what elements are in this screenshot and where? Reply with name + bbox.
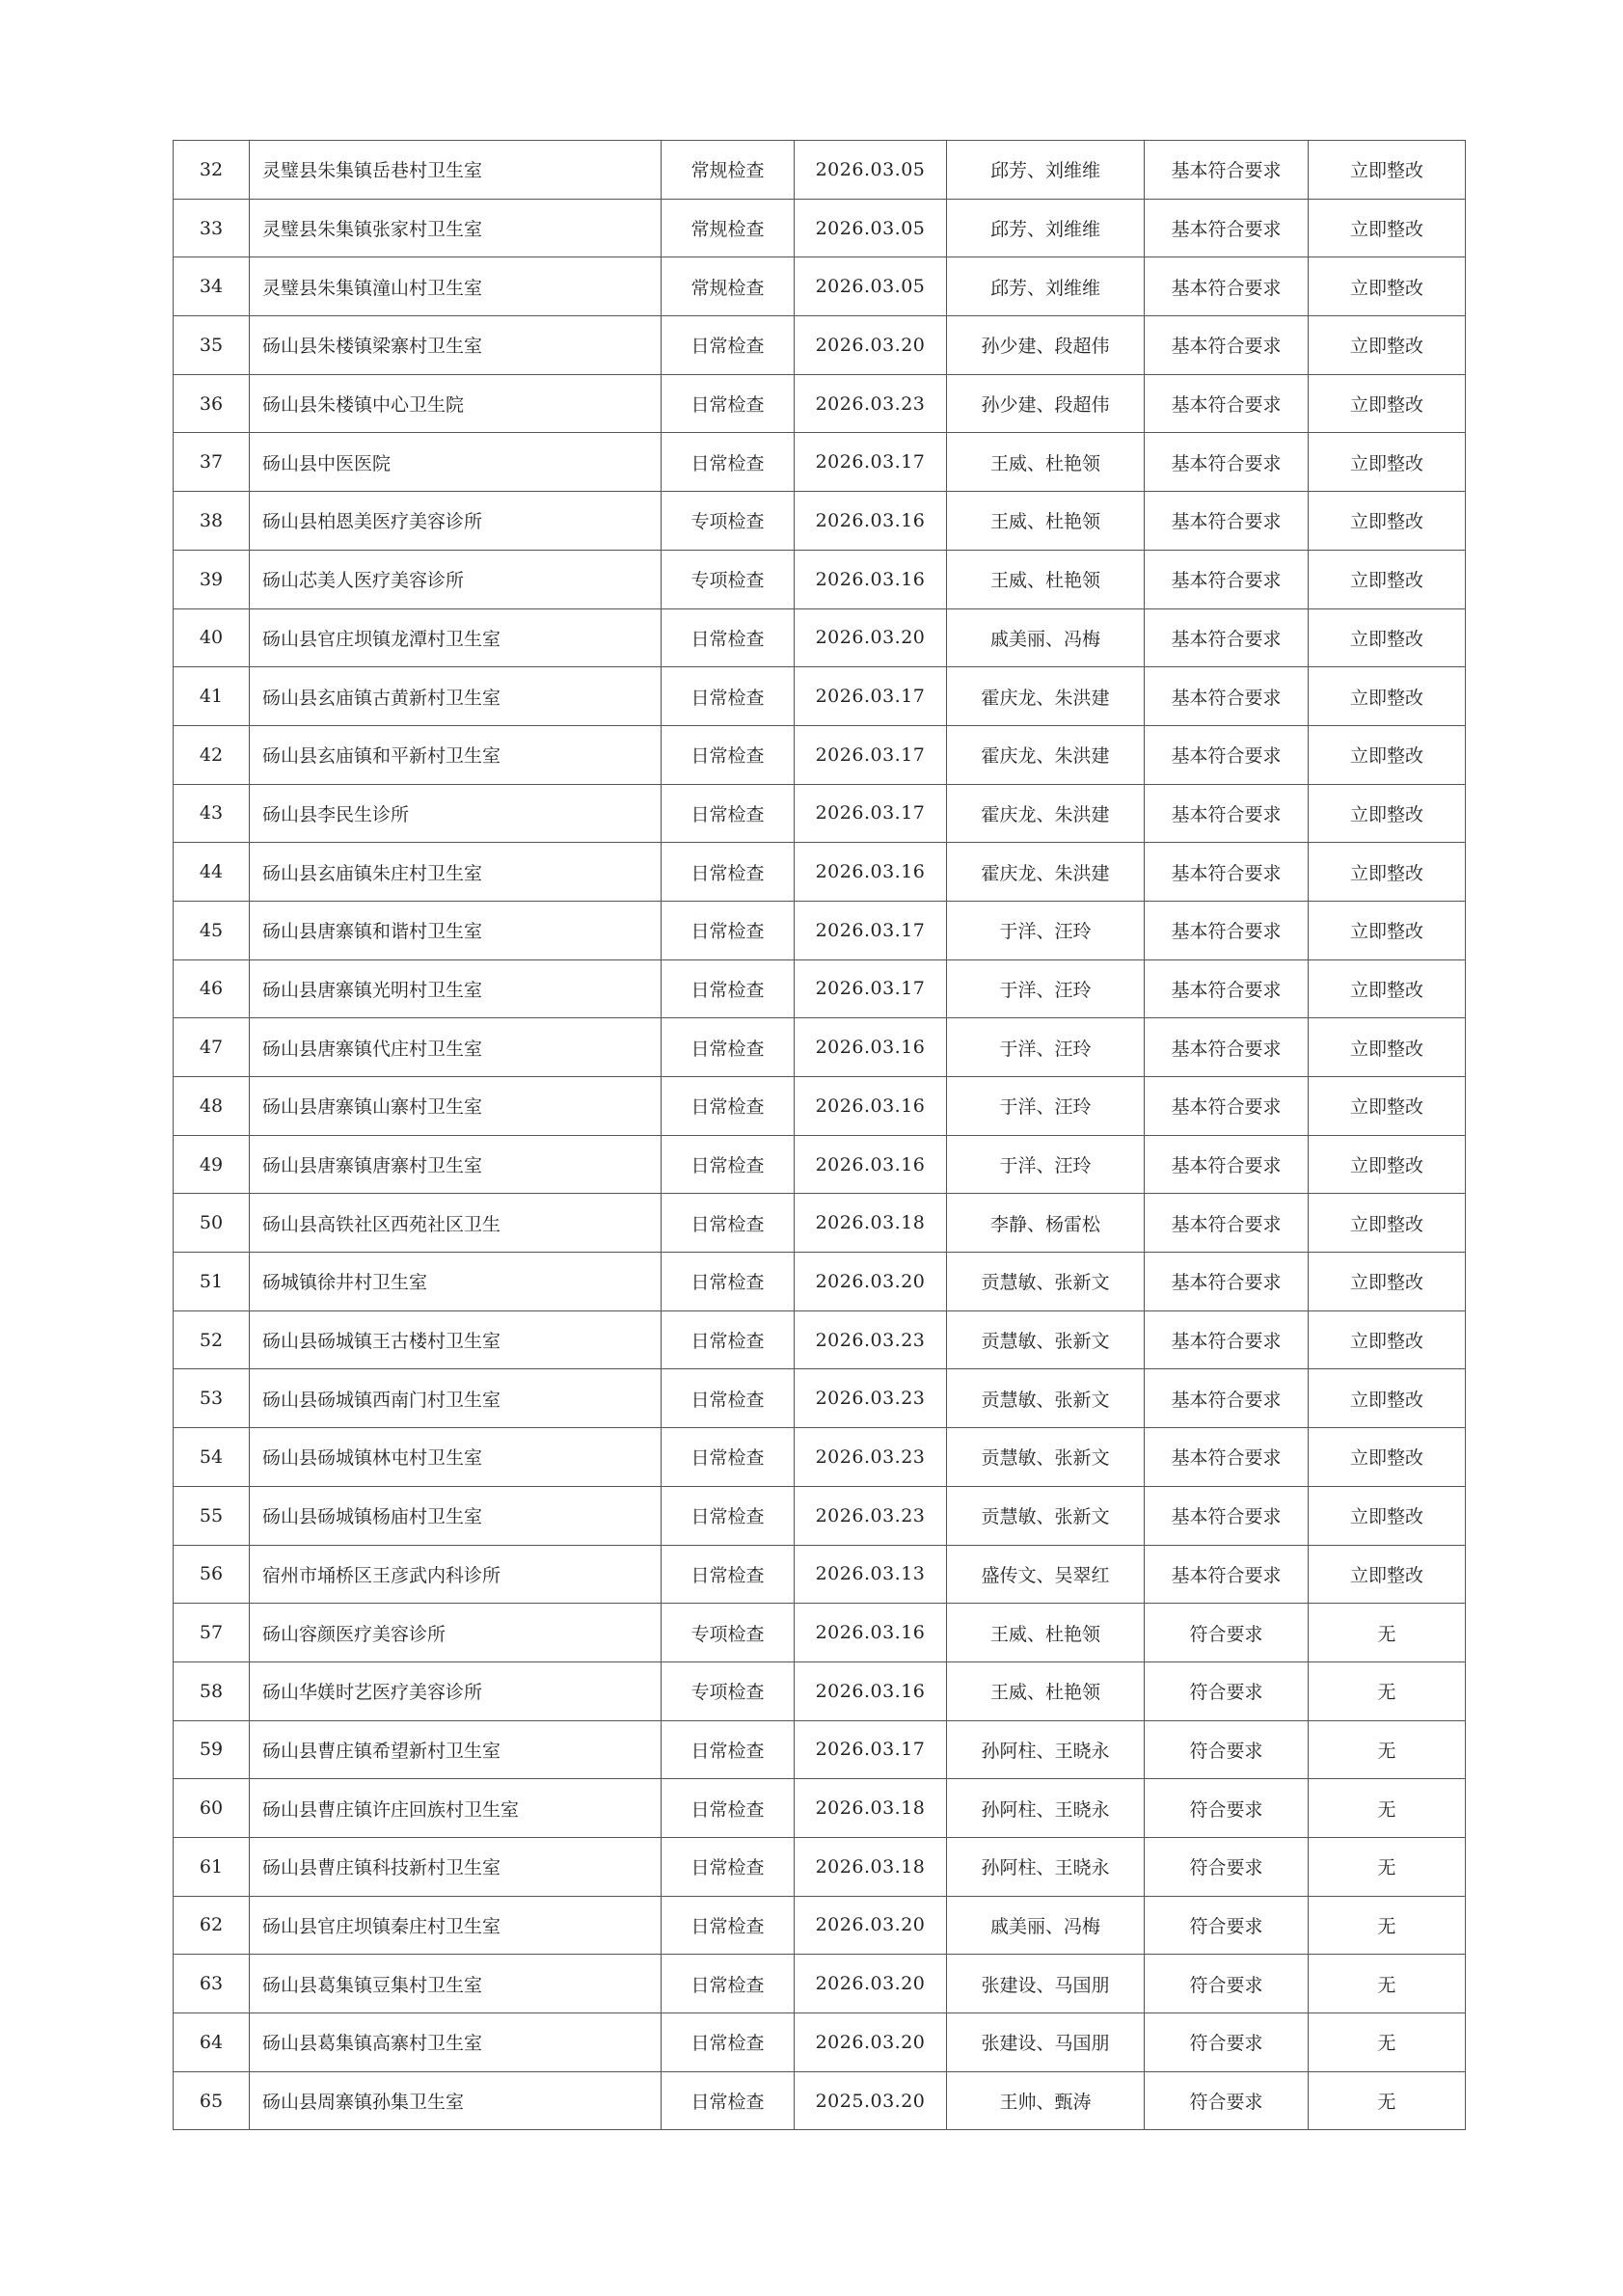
table-row	[174, 1194, 1466, 1253]
inspectors-cell: 王威、杜艳领	[947, 1604, 1145, 1662]
inspection-type-cell: 专项检查	[662, 550, 795, 608]
inspectors-cell: 王威、杜艳领	[947, 433, 1145, 492]
inspection-type-cell: 日常检查	[662, 1310, 795, 1369]
inspection-date-cell: 2026.03.13	[795, 1545, 947, 1604]
institution-name-cell: 砀山县砀城镇王古楼村卫生室	[250, 1310, 662, 1369]
row-number-cell: 54	[174, 1428, 250, 1487]
table-row	[174, 667, 1466, 726]
inspection-type-cell: 日常检查	[662, 1369, 795, 1428]
inspection-type-cell: 日常检查	[662, 1486, 795, 1545]
inspection-type-cell: 日常检查	[662, 1545, 795, 1604]
table-row	[174, 784, 1466, 843]
row-number-cell: 59	[174, 1720, 250, 1779]
table-row	[174, 1720, 1466, 1779]
inspection-type-cell: 日常检查	[662, 1428, 795, 1487]
inspection-type-cell: 专项检查	[662, 1661, 795, 1720]
table-row	[174, 374, 1466, 433]
inspection-type-cell: 日常检查	[662, 667, 795, 726]
inspection-result-cell: 符合要求	[1145, 1720, 1309, 1779]
inspection-type-cell: 专项检查	[662, 1604, 795, 1662]
inspection-type-cell: 日常检查	[662, 2013, 795, 2072]
inspection-type-cell: 日常检查	[662, 1253, 795, 1311]
row-number-cell: 39	[174, 550, 250, 608]
institution-name-cell: 砀山华媄时艺医疗美容诊所	[250, 1661, 662, 1720]
institution-name-cell: 砀山芯美人医疗美容诊所	[250, 550, 662, 608]
rectification-action-cell: 无	[1309, 1779, 1466, 1838]
inspection-date-cell: 2026.03.05	[795, 141, 947, 200]
inspection-result-cell: 符合要求	[1145, 1604, 1309, 1662]
institution-name-cell: 砀山县唐寨镇和谐村卫生室	[250, 901, 662, 959]
table-row	[174, 2013, 1466, 2072]
rectification-action-cell: 立即整改	[1309, 1253, 1466, 1311]
institution-name-cell: 砀山县砀城镇杨庙村卫生室	[250, 1486, 662, 1545]
inspection-result-cell: 符合要求	[1145, 2071, 1309, 2130]
inspectors-cell: 贡慧敏、张新文	[947, 1253, 1145, 1311]
institution-name-cell: 砀山县玄庙镇朱庄村卫生室	[250, 843, 662, 902]
row-number-cell: 48	[174, 1077, 250, 1136]
row-number-cell: 52	[174, 1310, 250, 1369]
inspection-date-cell: 2026.03.16	[795, 1135, 947, 1194]
inspection-type-cell: 日常检查	[662, 374, 795, 433]
inspectors-cell: 戚美丽、冯梅	[947, 608, 1145, 667]
row-number-cell: 43	[174, 784, 250, 843]
inspection-date-cell: 2026.03.23	[795, 374, 947, 433]
institution-name-cell: 砀山县朱楼镇中心卫生院	[250, 374, 662, 433]
inspection-result-cell: 基本符合要求	[1145, 725, 1309, 784]
rectification-action-cell: 无	[1309, 1661, 1466, 1720]
inspection-type-cell: 日常检查	[662, 1077, 795, 1136]
inspection-result-cell: 基本符合要求	[1145, 667, 1309, 726]
row-number-cell: 60	[174, 1779, 250, 1838]
inspection-date-cell: 2026.03.23	[795, 1428, 947, 1487]
rectification-action-cell: 立即整改	[1309, 959, 1466, 1018]
inspection-date-cell: 2026.03.20	[795, 1253, 947, 1311]
rectification-action-cell: 立即整改	[1309, 1310, 1466, 1369]
table-row	[174, 1837, 1466, 1896]
inspection-result-cell: 符合要求	[1145, 1955, 1309, 2013]
rectification-action-cell: 立即整改	[1309, 1486, 1466, 1545]
inspection-result-cell: 基本符合要求	[1145, 1428, 1309, 1487]
rectification-action-cell: 立即整改	[1309, 1369, 1466, 1428]
institution-name-cell: 砀山县玄庙镇古黄新村卫生室	[250, 667, 662, 726]
row-number-cell: 41	[174, 667, 250, 726]
institution-name-cell: 砀山县官庄坝镇龙潭村卫生室	[250, 608, 662, 667]
row-number-cell: 38	[174, 492, 250, 551]
institution-name-cell: 砀山县唐寨镇唐寨村卫生室	[250, 1135, 662, 1194]
inspection-date-cell: 2026.03.16	[795, 1077, 947, 1136]
row-number-cell: 37	[174, 433, 250, 492]
rectification-action-cell: 立即整改	[1309, 901, 1466, 959]
row-number-cell: 57	[174, 1604, 250, 1662]
inspectors-cell: 孙少建、段超伟	[947, 374, 1145, 433]
table-row	[174, 1604, 1466, 1662]
row-number-cell: 45	[174, 901, 250, 959]
table-row	[174, 492, 1466, 551]
institution-name-cell: 砀山县唐寨镇山寨村卫生室	[250, 1077, 662, 1136]
inspection-type-cell: 日常检查	[662, 1018, 795, 1077]
rectification-action-cell: 立即整改	[1309, 1545, 1466, 1604]
inspection-result-cell: 符合要求	[1145, 2013, 1309, 2072]
institution-name-cell: 砀城镇徐井村卫生室	[250, 1253, 662, 1311]
row-number-cell: 32	[174, 141, 250, 200]
inspectors-cell: 霍庆龙、朱洪建	[947, 725, 1145, 784]
table-row	[174, 141, 1466, 200]
inspectors-cell: 孙阿柱、王晓永	[947, 1779, 1145, 1838]
institution-name-cell: 砀山县砀城镇林屯村卫生室	[250, 1428, 662, 1487]
inspection-table	[173, 140, 1466, 2130]
rectification-action-cell: 立即整改	[1309, 1018, 1466, 1077]
institution-name-cell: 砀山县玄庙镇和平新村卫生室	[250, 725, 662, 784]
institution-name-cell: 灵璧县朱集镇潼山村卫生室	[250, 257, 662, 316]
inspection-date-cell: 2026.03.16	[795, 1018, 947, 1077]
row-number-cell: 65	[174, 2071, 250, 2130]
inspection-date-cell: 2026.03.16	[795, 550, 947, 608]
rectification-action-cell: 立即整改	[1309, 141, 1466, 200]
inspection-type-cell: 日常检查	[662, 1955, 795, 2013]
inspection-result-cell: 符合要求	[1145, 1661, 1309, 1720]
institution-name-cell: 宿州市埇桥区王彦武内科诊所	[250, 1545, 662, 1604]
institution-name-cell: 砀山县官庄坝镇秦庄村卫生室	[250, 1896, 662, 1955]
inspectors-cell: 李静、杨雷松	[947, 1194, 1145, 1253]
inspection-date-cell: 2026.03.20	[795, 2013, 947, 2072]
rectification-action-cell: 无	[1309, 2013, 1466, 2072]
inspection-type-cell: 日常检查	[662, 725, 795, 784]
row-number-cell: 50	[174, 1194, 250, 1253]
inspection-date-cell: 2026.03.17	[795, 433, 947, 492]
row-number-cell: 61	[174, 1837, 250, 1896]
table-row	[174, 1545, 1466, 1604]
inspection-date-cell: 2026.03.16	[795, 1604, 947, 1662]
rectification-action-cell: 立即整改	[1309, 433, 1466, 492]
rectification-action-cell: 立即整改	[1309, 843, 1466, 902]
inspectors-cell: 贡慧敏、张新文	[947, 1428, 1145, 1487]
inspection-result-cell: 基本符合要求	[1145, 257, 1309, 316]
inspection-type-cell: 日常检查	[662, 1720, 795, 1779]
inspection-date-cell: 2026.03.23	[795, 1310, 947, 1369]
inspection-result-cell: 基本符合要求	[1145, 1486, 1309, 1545]
table-row	[174, 725, 1466, 784]
inspection-result-cell: 基本符合要求	[1145, 1077, 1309, 1136]
inspection-type-cell: 日常检查	[662, 1896, 795, 1955]
table-row	[174, 1369, 1466, 1428]
institution-name-cell: 砀山县曹庄镇希望新村卫生室	[250, 1720, 662, 1779]
inspection-type-cell: 日常检查	[662, 1194, 795, 1253]
inspection-type-cell: 日常检查	[662, 843, 795, 902]
table-row	[174, 550, 1466, 608]
institution-name-cell: 砀山容颜医疗美容诊所	[250, 1604, 662, 1662]
rectification-action-cell: 立即整改	[1309, 550, 1466, 608]
inspection-date-cell: 2025.03.20	[795, 2071, 947, 2130]
inspection-date-cell: 2026.03.17	[795, 959, 947, 1018]
institution-name-cell: 砀山县唐寨镇代庄村卫生室	[250, 1018, 662, 1077]
inspection-result-cell: 基本符合要求	[1145, 843, 1309, 902]
table-row	[174, 1779, 1466, 1838]
institution-name-cell: 砀山县高铁社区西苑社区卫生	[250, 1194, 662, 1253]
inspection-result-cell: 基本符合要求	[1145, 1545, 1309, 1604]
institution-name-cell: 灵璧县朱集镇张家村卫生室	[250, 199, 662, 257]
inspection-type-cell: 专项检查	[662, 492, 795, 551]
rectification-action-cell: 立即整改	[1309, 374, 1466, 433]
inspectors-cell: 王威、杜艳领	[947, 1661, 1145, 1720]
table-row	[174, 433, 1466, 492]
inspection-result-cell: 基本符合要求	[1145, 141, 1309, 200]
inspection-result-cell: 基本符合要求	[1145, 1018, 1309, 1077]
inspection-date-cell: 2026.03.16	[795, 1661, 947, 1720]
row-number-cell: 42	[174, 725, 250, 784]
inspection-result-cell: 基本符合要求	[1145, 1310, 1309, 1369]
inspection-type-cell: 日常检查	[662, 901, 795, 959]
inspection-type-cell: 日常检查	[662, 784, 795, 843]
inspection-date-cell: 2026.03.18	[795, 1779, 947, 1838]
inspectors-cell: 贡慧敏、张新文	[947, 1486, 1145, 1545]
inspection-table-page	[173, 140, 1465, 2130]
table-row	[174, 901, 1466, 959]
row-number-cell: 56	[174, 1545, 250, 1604]
institution-name-cell: 砀山县曹庄镇许庄回族村卫生室	[250, 1779, 662, 1838]
table-row	[174, 1077, 1466, 1136]
row-number-cell: 49	[174, 1135, 250, 1194]
inspection-date-cell: 2026.03.17	[795, 725, 947, 784]
inspection-result-cell: 基本符合要求	[1145, 199, 1309, 257]
inspectors-cell: 王威、杜艳领	[947, 550, 1145, 608]
inspection-result-cell: 基本符合要求	[1145, 1369, 1309, 1428]
inspection-type-cell: 日常检查	[662, 433, 795, 492]
inspectors-cell: 孙阿柱、王晓永	[947, 1720, 1145, 1779]
rectification-action-cell: 立即整改	[1309, 1077, 1466, 1136]
inspection-type-cell: 日常检查	[662, 2071, 795, 2130]
inspection-result-cell: 基本符合要求	[1145, 1135, 1309, 1194]
table-row	[174, 1428, 1466, 1487]
institution-name-cell: 砀山县曹庄镇科技新村卫生室	[250, 1837, 662, 1896]
inspection-type-cell: 日常检查	[662, 1837, 795, 1896]
inspection-result-cell: 基本符合要求	[1145, 959, 1309, 1018]
rectification-action-cell: 无	[1309, 1955, 1466, 2013]
inspection-result-cell: 基本符合要求	[1145, 901, 1309, 959]
rectification-action-cell: 立即整改	[1309, 667, 1466, 726]
inspection-date-cell: 2026.03.23	[795, 1369, 947, 1428]
rectification-action-cell: 立即整改	[1309, 257, 1466, 316]
inspection-date-cell: 2026.03.20	[795, 1955, 947, 2013]
inspection-result-cell: 基本符合要求	[1145, 316, 1309, 375]
inspection-result-cell: 符合要求	[1145, 1779, 1309, 1838]
rectification-action-cell: 无	[1309, 1604, 1466, 1662]
rectification-action-cell: 无	[1309, 2071, 1466, 2130]
institution-name-cell: 砀山县唐寨镇光明村卫生室	[250, 959, 662, 1018]
table-row	[174, 1661, 1466, 1720]
inspectors-cell: 戚美丽、冯梅	[947, 1896, 1145, 1955]
institution-name-cell: 砀山县周寨镇孙集卫生室	[250, 2071, 662, 2130]
inspectors-cell: 张建设、马国朋	[947, 2013, 1145, 2072]
rectification-action-cell: 立即整改	[1309, 316, 1466, 375]
institution-name-cell: 砀山县朱楼镇梁寨村卫生室	[250, 316, 662, 375]
table-row	[174, 1253, 1466, 1311]
inspection-type-cell: 常规检查	[662, 199, 795, 257]
row-number-cell: 40	[174, 608, 250, 667]
table-row	[174, 959, 1466, 1018]
inspection-type-cell: 日常检查	[662, 1779, 795, 1838]
inspection-date-cell: 2026.03.17	[795, 901, 947, 959]
inspection-date-cell: 2026.03.23	[795, 1486, 947, 1545]
inspectors-cell: 于洋、汪玲	[947, 1135, 1145, 1194]
row-number-cell: 35	[174, 316, 250, 375]
row-number-cell: 55	[174, 1486, 250, 1545]
institution-name-cell: 砀山县柏恩美医疗美容诊所	[250, 492, 662, 551]
inspection-date-cell: 2026.03.17	[795, 784, 947, 843]
rectification-action-cell: 立即整改	[1309, 492, 1466, 551]
table-row	[174, 257, 1466, 316]
inspectors-cell: 于洋、汪玲	[947, 1077, 1145, 1136]
inspectors-cell: 王威、杜艳领	[947, 492, 1145, 551]
inspection-result-cell: 基本符合要求	[1145, 1253, 1309, 1311]
inspection-result-cell: 基本符合要求	[1145, 1194, 1309, 1253]
inspection-result-cell: 基本符合要求	[1145, 492, 1309, 551]
rectification-action-cell: 立即整改	[1309, 1194, 1466, 1253]
institution-name-cell: 灵璧县朱集镇岳巷村卫生室	[250, 141, 662, 200]
row-number-cell: 33	[174, 199, 250, 257]
inspection-type-cell: 常规检查	[662, 257, 795, 316]
inspection-type-cell: 日常检查	[662, 959, 795, 1018]
row-number-cell: 62	[174, 1896, 250, 1955]
institution-name-cell: 砀山县中医医院	[250, 433, 662, 492]
table-row	[174, 1135, 1466, 1194]
inspectors-cell: 邱芳、刘维维	[947, 141, 1145, 200]
inspection-date-cell: 2026.03.05	[795, 257, 947, 316]
inspectors-cell: 孙阿柱、王晓永	[947, 1837, 1145, 1896]
rectification-action-cell: 立即整改	[1309, 725, 1466, 784]
rectification-action-cell: 立即整改	[1309, 1428, 1466, 1487]
table-row	[174, 1955, 1466, 2013]
institution-name-cell: 砀山县李民生诊所	[250, 784, 662, 843]
row-number-cell: 47	[174, 1018, 250, 1077]
inspectors-cell: 邱芳、刘维维	[947, 199, 1145, 257]
inspectors-cell: 孙少建、段超伟	[947, 316, 1145, 375]
inspection-date-cell: 2026.03.20	[795, 1896, 947, 1955]
inspectors-cell: 霍庆龙、朱洪建	[947, 843, 1145, 902]
table-row	[174, 843, 1466, 902]
inspection-type-cell: 日常检查	[662, 316, 795, 375]
row-number-cell: 53	[174, 1369, 250, 1428]
inspection-date-cell: 2026.03.18	[795, 1837, 947, 1896]
table-row	[174, 1896, 1466, 1955]
inspection-date-cell: 2026.03.17	[795, 1720, 947, 1779]
rectification-action-cell: 立即整改	[1309, 1135, 1466, 1194]
row-number-cell: 58	[174, 1661, 250, 1720]
rectification-action-cell: 立即整改	[1309, 199, 1466, 257]
row-number-cell: 44	[174, 843, 250, 902]
table-row	[174, 1486, 1466, 1545]
inspectors-cell: 邱芳、刘维维	[947, 257, 1145, 316]
inspection-result-cell: 基本符合要求	[1145, 550, 1309, 608]
inspection-type-cell: 日常检查	[662, 608, 795, 667]
rectification-action-cell: 无	[1309, 1837, 1466, 1896]
table-row	[174, 1018, 1466, 1077]
inspectors-cell: 霍庆龙、朱洪建	[947, 667, 1145, 726]
inspection-result-cell: 基本符合要求	[1145, 433, 1309, 492]
inspection-date-cell: 2026.03.18	[795, 1194, 947, 1253]
inspection-type-cell: 日常检查	[662, 1135, 795, 1194]
inspection-result-cell: 基本符合要求	[1145, 608, 1309, 667]
table-row	[174, 199, 1466, 257]
inspectors-cell: 张建设、马国朋	[947, 1955, 1145, 2013]
inspection-type-cell: 常规检查	[662, 141, 795, 200]
inspection-result-cell: 符合要求	[1145, 1896, 1309, 1955]
table-row	[174, 316, 1466, 375]
inspection-result-cell: 基本符合要求	[1145, 784, 1309, 843]
institution-name-cell: 砀山县葛集镇高寨村卫生室	[250, 2013, 662, 2072]
table-row	[174, 2071, 1466, 2130]
inspection-date-cell: 2026.03.05	[795, 199, 947, 257]
table-row	[174, 1310, 1466, 1369]
row-number-cell: 64	[174, 2013, 250, 2072]
inspectors-cell: 霍庆龙、朱洪建	[947, 784, 1145, 843]
rectification-action-cell: 无	[1309, 1896, 1466, 1955]
row-number-cell: 63	[174, 1955, 250, 2013]
inspection-result-cell: 基本符合要求	[1145, 374, 1309, 433]
row-number-cell: 51	[174, 1253, 250, 1311]
row-number-cell: 34	[174, 257, 250, 316]
rectification-action-cell: 立即整改	[1309, 784, 1466, 843]
inspection-result-cell: 符合要求	[1145, 1837, 1309, 1896]
institution-name-cell: 砀山县砀城镇西南门村卫生室	[250, 1369, 662, 1428]
inspection-date-cell: 2026.03.16	[795, 492, 947, 551]
inspectors-cell: 贡慧敏、张新文	[947, 1369, 1145, 1428]
row-number-cell: 46	[174, 959, 250, 1018]
inspectors-cell: 于洋、汪玲	[947, 1018, 1145, 1077]
rectification-action-cell: 立即整改	[1309, 608, 1466, 667]
inspectors-cell: 盛传文、吴翠红	[947, 1545, 1145, 1604]
inspectors-cell: 王帅、甄涛	[947, 2071, 1145, 2130]
inspection-date-cell: 2026.03.17	[795, 667, 947, 726]
inspection-date-cell: 2026.03.20	[795, 608, 947, 667]
table-row	[174, 608, 1466, 667]
rectification-action-cell: 无	[1309, 1720, 1466, 1779]
institution-name-cell: 砀山县葛集镇豆集村卫生室	[250, 1955, 662, 2013]
inspectors-cell: 于洋、汪玲	[947, 901, 1145, 959]
inspection-date-cell: 2026.03.20	[795, 316, 947, 375]
row-number-cell: 36	[174, 374, 250, 433]
inspectors-cell: 贡慧敏、张新文	[947, 1310, 1145, 1369]
inspectors-cell: 于洋、汪玲	[947, 959, 1145, 1018]
table-body	[174, 141, 1466, 2130]
inspection-date-cell: 2026.03.16	[795, 843, 947, 902]
